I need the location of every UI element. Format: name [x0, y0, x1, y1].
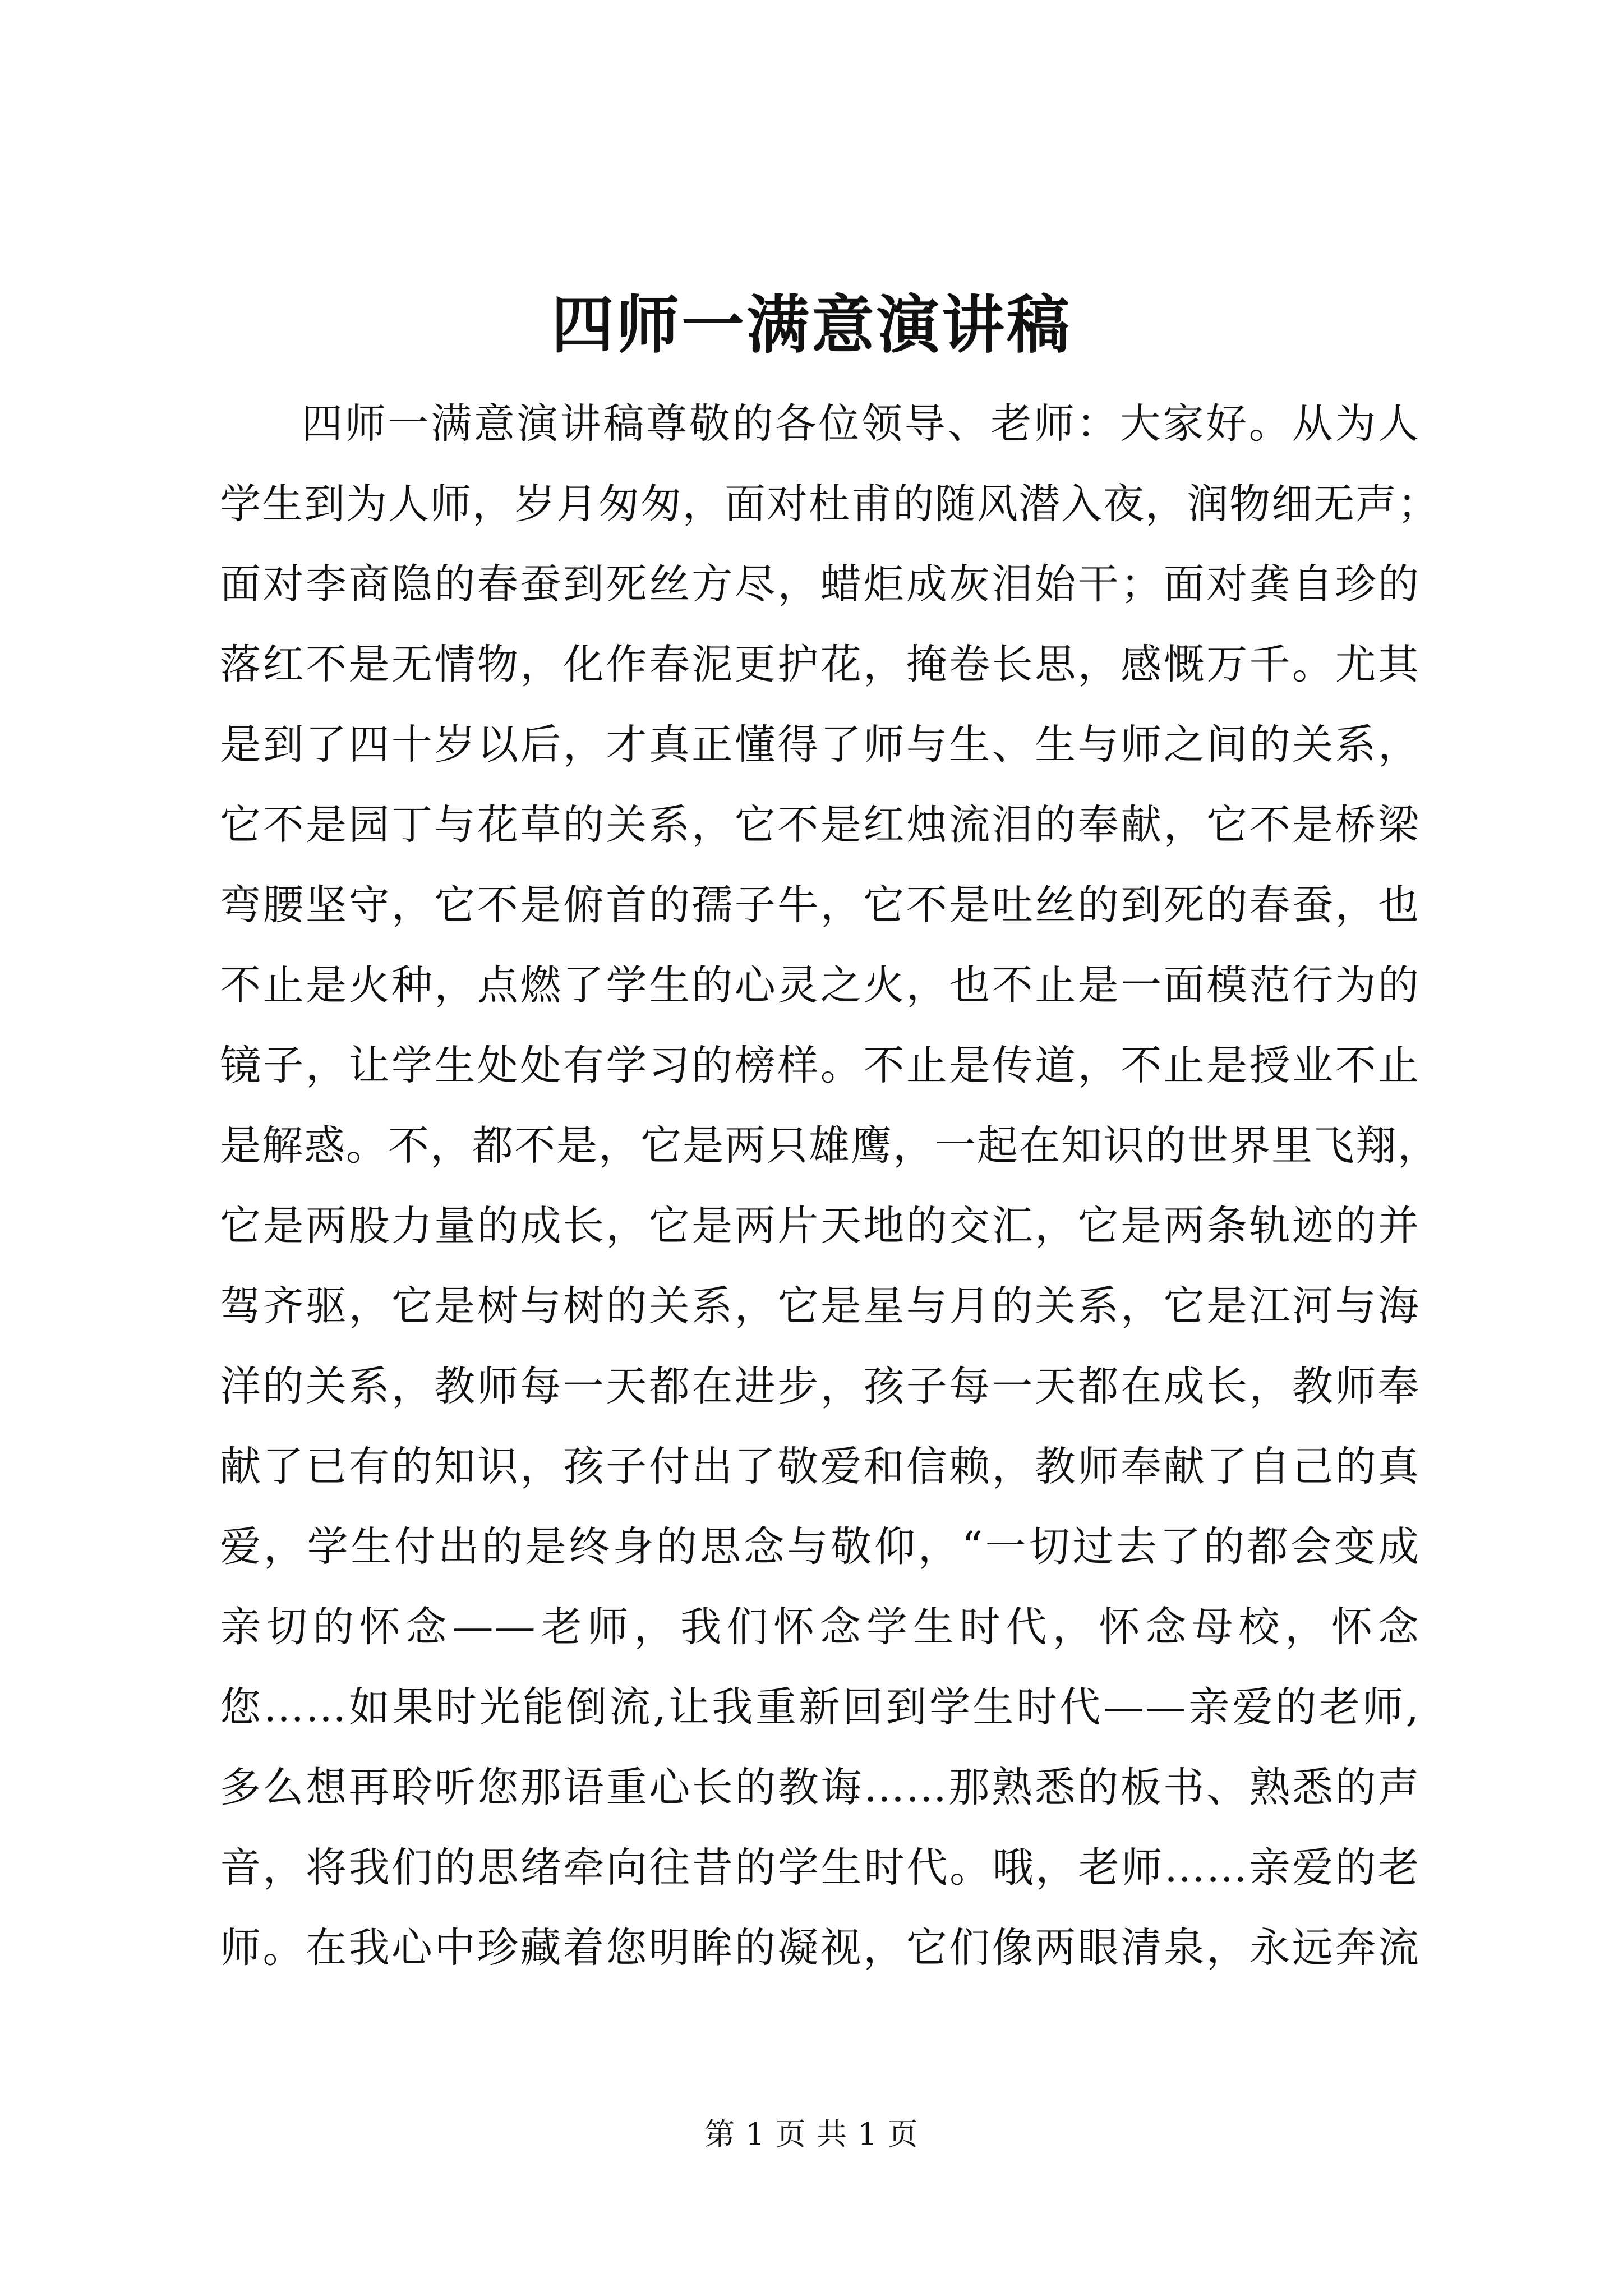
body-line: 师。在我心中珍藏着您明眸的凝视，它们像两眼清泉，永远奔流 [220, 1924, 1420, 1972]
body-line: 洋的关系，教师每一天都在进步，孩子每一天都在成长，教师奉 [220, 1363, 1420, 1410]
body-line: 多么想再聆听您那语重心长的教诲……那熟悉的板书、熟悉的声 [220, 1764, 1420, 1811]
body-line: 落红不是无情物，化作春泥更护花，掩卷长思，感慨万千。尤其 [220, 641, 1420, 688]
body-line: 它不是园丁与花草的关系，它不是红烛流泪的奉献，它不是桥梁 [220, 801, 1420, 849]
body-line: 音，将我们的思绪牵向往昔的学生时代。哦，老师……亲爱的老 [220, 1844, 1420, 1892]
body-line: 它是两股力量的成长，它是两片天地的交汇，它是两条轨迹的并 [220, 1202, 1420, 1250]
body-line: 不止是火种，点燃了学生的心灵之火，也不止是一面模范行为的 [220, 961, 1420, 1009]
body-line: 您……如果时光能倒流,让我重新回到学生时代——亲爱的老师, [220, 1683, 1420, 1731]
body-line: 献了已有的知识，孩子付出了敬爱和信赖，教师奉献了自己的真 [220, 1443, 1420, 1490]
body-line: 爱，学生付出的是终身的思念与敬仰，“一切过去了的都会变成 [220, 1523, 1420, 1571]
body-line: 亲切的怀念——老师，我们怀念学生时代，怀念母校，怀念 [220, 1603, 1420, 1651]
body-line: 弯腰坚守，它不是俯首的孺子牛，它不是吐丝的到死的春蚕，也 [220, 881, 1420, 929]
body-line: 是到了四十岁以后，才真正懂得了师与生、生与师之间的关系， [220, 721, 1420, 769]
body-line: 学生到为人师，岁月匆匆，面对杜甫的随风潜入夜，润物细无声； [220, 480, 1440, 528]
body-line: 四师一满意演讲稿尊敬的各位领导、老师：大家好。从为人 [302, 400, 1420, 448]
document-title: 四师一满意演讲稿 [551, 288, 1072, 362]
body-line: 是解惑。不，都不是，它是两只雄鹰，一起在知识的世界里飞翔， [220, 1122, 1440, 1170]
page-number-footer: 第 1 页 共 1 页 [704, 2116, 919, 2152]
body-line: 面对李商隐的春蚕到死丝方尽，蜡炬成灰泪始干；面对龚自珍的 [220, 560, 1420, 608]
body-line: 镜子，让学生处处有学习的榜样。不止是传道，不止是授业不止 [220, 1042, 1420, 1089]
body-line: 驾齐驱，它是树与树的关系，它是星与月的关系，它是江河与海 [220, 1282, 1420, 1330]
document-body [220, 384, 1440, 1988]
